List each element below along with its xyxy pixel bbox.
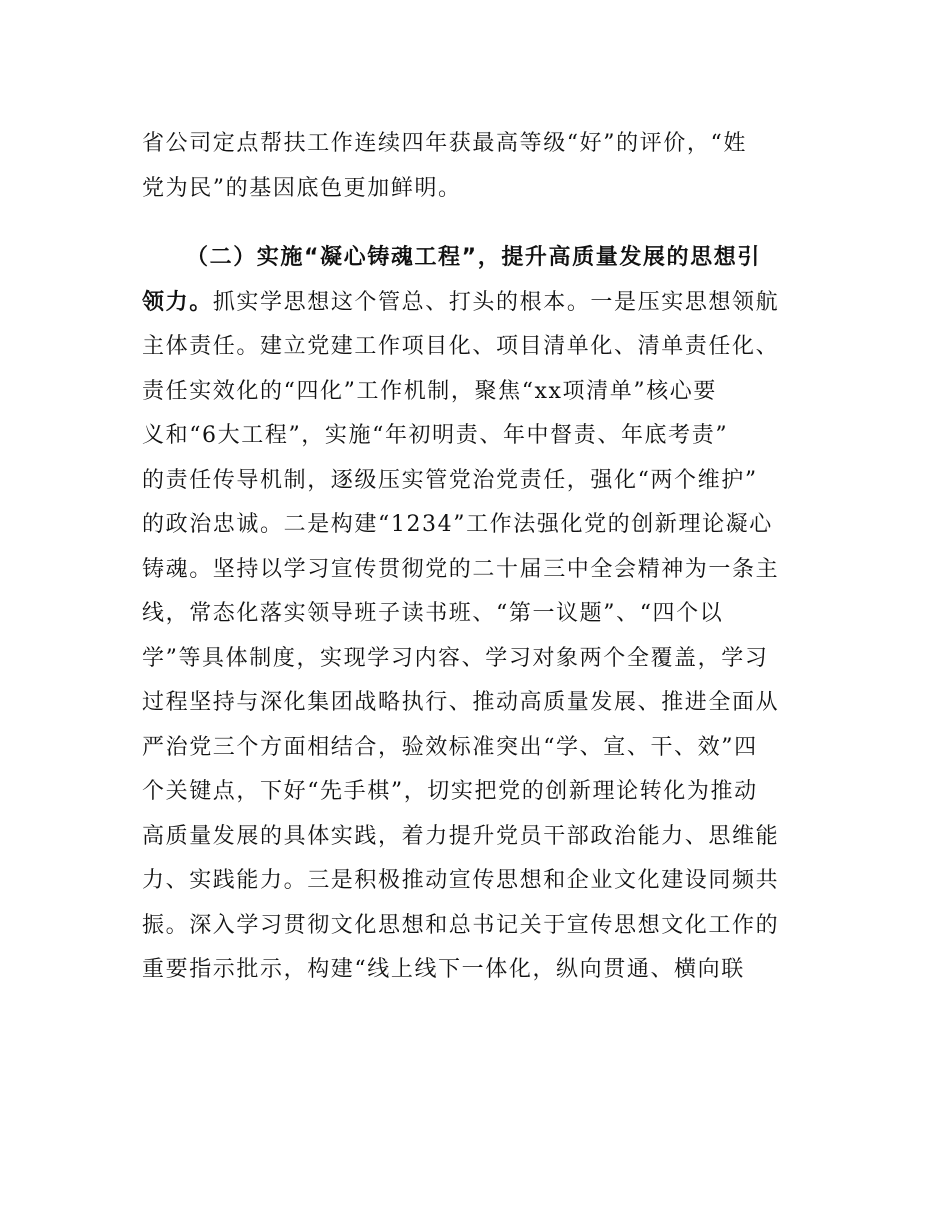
paragraph-gap xyxy=(142,211,822,236)
text-line: 省公司定点帮扶工作连续四年获最高等级“好”的评价，“姓 xyxy=(142,131,747,156)
paragraph-text: 抓实学思想这个管总、打头的根本。一是压实思想领航 xyxy=(212,289,780,315)
text-line: 的责任传导机制，逐级压实管党治党责任，强化“两个维护” xyxy=(142,467,758,493)
text-line: 严治党三个方面相结合，验效标准突出“学、宣、干、效”四 xyxy=(142,734,758,760)
text-line: 过程坚持与深化集团战略执行、推动高质量发展、推进全面从 xyxy=(142,690,780,715)
text-line: 学”等具体制度，实现学习内容、学习对象两个全覆盖，学习 xyxy=(142,645,769,671)
text-line: 振。深入学习贯彻文化思想和总书记关于宣传思想文化工作的 xyxy=(142,912,780,938)
text-line: 重要指示批示，构建“线上线下一体化，纵向贯通、横向联 xyxy=(142,957,745,982)
text-line: 线，常态化落实领导班子读书班、“第一议题”、“四个以 xyxy=(142,601,724,626)
section-heading-continuation: 领力。 xyxy=(142,289,213,315)
text-line: 主体责任。建立党建工作项目化、项目清单化、清单责任化、 xyxy=(142,334,780,359)
text-line: 个关键点，下好“先手棋”，切实把党的创新理论转化为推动 xyxy=(142,779,758,804)
text-line: 的政治忠诚。二是构建“1234”工作法强化党的创新理论凝心 xyxy=(142,512,773,537)
text-line: 高质量发展的具体实践，着力提升党员干部政治能力、思维能 xyxy=(142,823,780,849)
text-line: 力、实践能力。三是积极推动宣传思想和企业文化建设同频共 xyxy=(142,868,780,893)
text-line: 责任实效化的“四化”工作机制，聚焦“xx项清单”核心要 xyxy=(142,378,718,404)
section-heading: （二）实施“凝心铸魂工程”，提升高质量发展的思想引 xyxy=(186,245,761,270)
text-line: 义和“6大工程”，实施“年初明责、年中督责、年底考责” xyxy=(142,423,729,448)
text-line: 党为民”的基因底色更加鲜明。 xyxy=(142,175,462,201)
section-heading-line xyxy=(142,236,822,281)
text-line xyxy=(142,281,822,326)
text-line: 铸魂。坚持以学习宣传贯彻党的二十届三中全会精神为一条主 xyxy=(142,556,780,582)
document-body xyxy=(142,122,822,993)
